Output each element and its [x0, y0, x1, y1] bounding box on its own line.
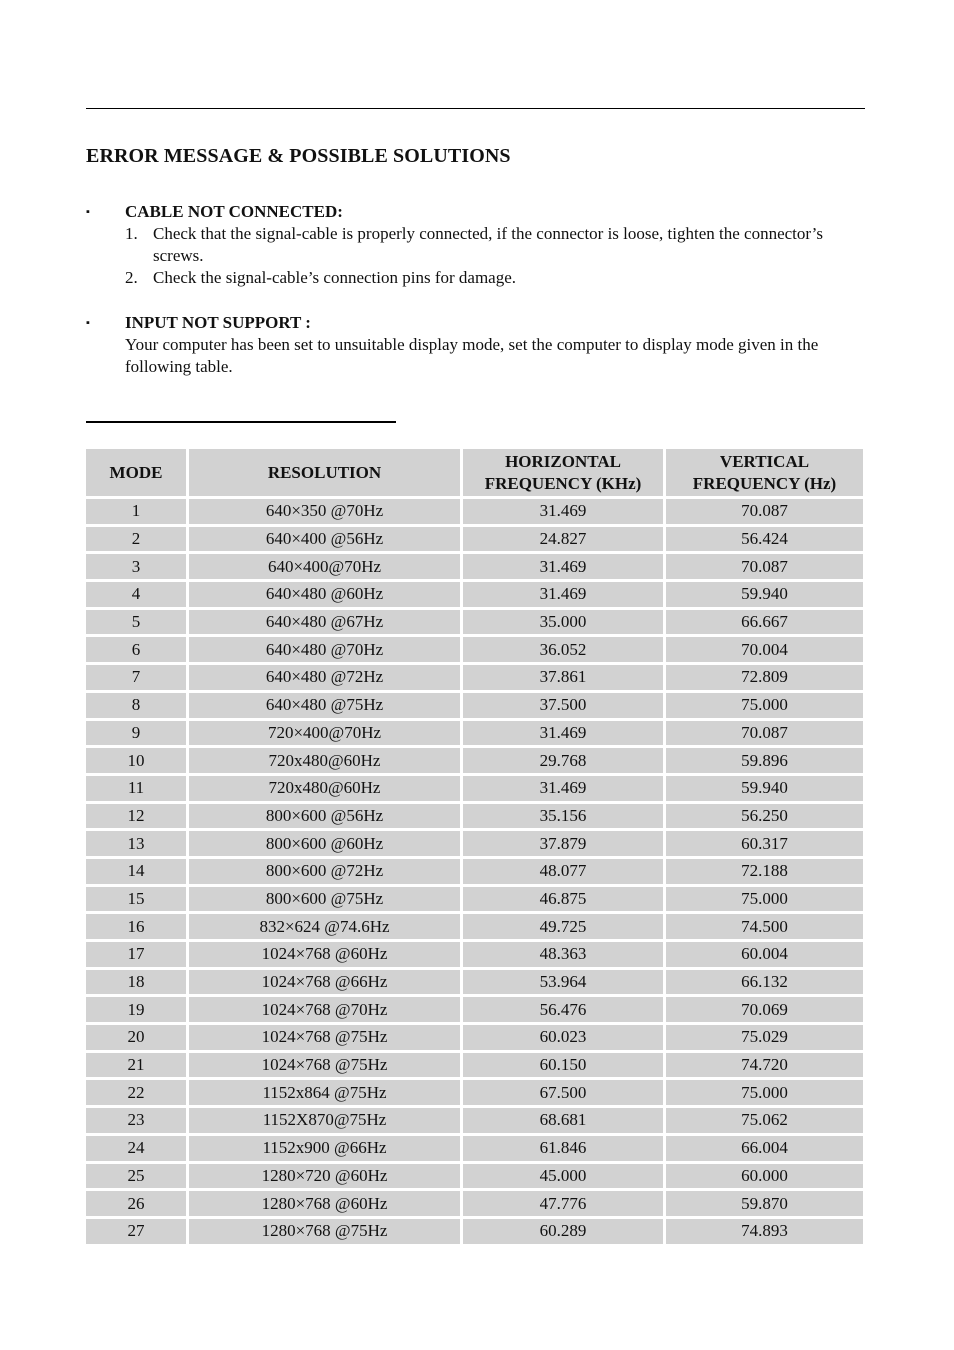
cell-horizontal-frequency: 31.469 — [463, 721, 663, 746]
cell-resolution: 800×600 @75Hz — [189, 887, 460, 912]
cable-title: CABLE NOT CONNECTED: — [125, 202, 343, 221]
cell-mode: 13 — [86, 831, 186, 856]
input-section — [86, 312, 876, 382]
cell-vertical-frequency: 60.004 — [666, 942, 863, 967]
display-modes-table — [83, 446, 866, 1247]
table-row — [86, 665, 863, 690]
cell-resolution: 1280×768 @75Hz — [189, 1219, 460, 1244]
cell-vertical-frequency: 70.087 — [666, 554, 863, 579]
cell-mode: 12 — [86, 804, 186, 829]
cell-vertical-frequency: 59.940 — [666, 582, 863, 607]
cell-vertical-frequency: 75.000 — [666, 693, 863, 718]
cell-vertical-frequency: 66.004 — [666, 1136, 863, 1161]
cell-resolution: 640×400@70Hz — [189, 554, 460, 579]
table-row — [86, 637, 863, 662]
cell-vertical-frequency: 59.940 — [666, 776, 863, 801]
step-number: 1. — [125, 224, 138, 243]
cell-resolution: 720×400@70Hz — [189, 721, 460, 746]
table-row — [86, 1136, 863, 1161]
table-row — [86, 693, 863, 718]
cable-steps — [125, 223, 865, 289]
cell-horizontal-frequency: 49.725 — [463, 914, 663, 939]
cell-resolution: 1024×768 @70Hz — [189, 997, 460, 1022]
cell-mode: 22 — [86, 1080, 186, 1105]
cell-mode: 8 — [86, 693, 186, 718]
cell-resolution: 720x480@60Hz — [189, 748, 460, 773]
table-row — [86, 721, 863, 746]
cell-mode: 7 — [86, 665, 186, 690]
cell-mode: 3 — [86, 554, 186, 579]
table-row — [86, 1191, 863, 1216]
cable-section — [86, 201, 876, 293]
cell-horizontal-frequency: 37.500 — [463, 693, 663, 718]
cell-mode: 27 — [86, 1219, 186, 1244]
top-divider — [86, 108, 865, 109]
cell-horizontal-frequency: 31.469 — [463, 776, 663, 801]
cell-mode: 4 — [86, 582, 186, 607]
table-row — [86, 1053, 863, 1078]
cell-horizontal-frequency: 31.469 — [463, 499, 663, 524]
cell-vertical-frequency: 60.000 — [666, 1164, 863, 1189]
cell-mode: 20 — [86, 1025, 186, 1050]
cell-mode: 2 — [86, 527, 186, 552]
cell-vertical-frequency: 75.029 — [666, 1025, 863, 1050]
bullet-icon: ▪ — [86, 317, 90, 329]
cell-resolution: 800×600 @72Hz — [189, 859, 460, 884]
cell-mode: 11 — [86, 776, 186, 801]
cell-vertical-frequency: 59.896 — [666, 748, 863, 773]
table-row — [86, 776, 863, 801]
cell-resolution: 800×600 @60Hz — [189, 831, 460, 856]
cell-vertical-frequency: 75.000 — [666, 1080, 863, 1105]
cell-mode: 24 — [86, 1136, 186, 1161]
cell-mode: 5 — [86, 610, 186, 635]
cell-horizontal-frequency: 47.776 — [463, 1191, 663, 1216]
cell-horizontal-frequency: 37.879 — [463, 831, 663, 856]
cell-mode: 26 — [86, 1191, 186, 1216]
cell-mode: 16 — [86, 914, 186, 939]
cell-resolution: 640×480 @60Hz — [189, 582, 460, 607]
cell-resolution: 1024×768 @75Hz — [189, 1053, 460, 1078]
cell-horizontal-frequency: 31.469 — [463, 582, 663, 607]
table-header-row — [86, 449, 863, 496]
bullet-icon: ▪ — [86, 206, 90, 218]
cell-vertical-frequency: 72.809 — [666, 665, 863, 690]
cell-resolution: 1024×768 @75Hz — [189, 1025, 460, 1050]
cell-vertical-frequency: 74.893 — [666, 1219, 863, 1244]
cell-resolution: 640×480 @72Hz — [189, 665, 460, 690]
table-row — [86, 554, 863, 579]
cell-resolution: 720x480@60Hz — [189, 776, 460, 801]
table-row — [86, 997, 863, 1022]
cell-mode: 21 — [86, 1053, 186, 1078]
table-row — [86, 1108, 863, 1133]
cell-vertical-frequency: 66.132 — [666, 970, 863, 995]
cell-resolution: 640×480 @75Hz — [189, 693, 460, 718]
cell-resolution: 640×400 @56Hz — [189, 527, 460, 552]
cell-mode: 6 — [86, 637, 186, 662]
cell-horizontal-frequency: 60.023 — [463, 1025, 663, 1050]
cell-horizontal-frequency: 60.289 — [463, 1219, 663, 1244]
cell-horizontal-frequency: 48.077 — [463, 859, 663, 884]
cell-resolution: 1280×768 @60Hz — [189, 1191, 460, 1216]
cell-vertical-frequency: 66.667 — [666, 610, 863, 635]
cell-mode: 14 — [86, 859, 186, 884]
cell-resolution: 640×480 @67Hz — [189, 610, 460, 635]
cell-horizontal-frequency: 48.363 — [463, 942, 663, 967]
input-title: INPUT NOT SUPPORT : — [125, 313, 311, 332]
table-title-rule — [86, 421, 396, 423]
cell-horizontal-frequency: 24.827 — [463, 527, 663, 552]
table-row — [86, 970, 863, 995]
cell-vertical-frequency: 70.069 — [666, 997, 863, 1022]
table-row — [86, 887, 863, 912]
cell-vertical-frequency: 59.870 — [666, 1191, 863, 1216]
cell-mode: 25 — [86, 1164, 186, 1189]
cell-mode: 9 — [86, 721, 186, 746]
cell-resolution: 640×350 @70Hz — [189, 499, 460, 524]
table-row — [86, 1080, 863, 1105]
step-item — [125, 267, 865, 289]
table-row — [86, 859, 863, 884]
cell-vertical-frequency: 70.004 — [666, 637, 863, 662]
cell-horizontal-frequency: 56.476 — [463, 997, 663, 1022]
table-row — [86, 527, 863, 552]
cell-mode: 19 — [86, 997, 186, 1022]
table-row — [86, 748, 863, 773]
cell-mode: 18 — [86, 970, 186, 995]
cell-resolution: 1152x900 @66Hz — [189, 1136, 460, 1161]
cell-vertical-frequency: 74.500 — [666, 914, 863, 939]
cell-horizontal-frequency: 37.861 — [463, 665, 663, 690]
cell-vertical-frequency: 75.000 — [666, 887, 863, 912]
cell-mode: 17 — [86, 942, 186, 967]
cell-horizontal-frequency: 31.469 — [463, 554, 663, 579]
cell-resolution: 800×600 @56Hz — [189, 804, 460, 829]
cell-horizontal-frequency: 36.052 — [463, 637, 663, 662]
input-description: Your computer has been set to unsuitable display mode, set the computer to display mode given in the following table. — [125, 335, 819, 376]
cell-mode: 15 — [86, 887, 186, 912]
cell-horizontal-frequency: 60.150 — [463, 1053, 663, 1078]
cell-resolution: 640×480 @70Hz — [189, 637, 460, 662]
cell-mode: 10 — [86, 748, 186, 773]
table-row — [86, 582, 863, 607]
table-row — [86, 1219, 863, 1244]
step-number: 2. — [125, 268, 138, 287]
cell-resolution: 1024×768 @60Hz — [189, 942, 460, 967]
cell-horizontal-frequency: 68.681 — [463, 1108, 663, 1133]
cell-resolution: 1152X870@75Hz — [189, 1108, 460, 1133]
header-vertical-frequency: VERTICAL FREQUENCY (Hz) — [666, 449, 863, 496]
cell-vertical-frequency: 56.250 — [666, 804, 863, 829]
table-row — [86, 831, 863, 856]
table-row — [86, 804, 863, 829]
cell-vertical-frequency: 60.317 — [666, 831, 863, 856]
cell-horizontal-frequency: 35.000 — [463, 610, 663, 635]
cell-mode: 23 — [86, 1108, 186, 1133]
table-row — [86, 914, 863, 939]
table-row — [86, 942, 863, 967]
table-row — [86, 1025, 863, 1050]
table-body — [86, 499, 863, 1244]
cell-horizontal-frequency: 61.846 — [463, 1136, 663, 1161]
step-text: Check the signal-cable’s connection pins for damage. — [153, 268, 517, 287]
cell-horizontal-frequency: 29.768 — [463, 748, 663, 773]
cell-vertical-frequency: 75.062 — [666, 1108, 863, 1133]
cell-resolution: 1152x864 @75Hz — [189, 1080, 460, 1105]
step-item — [125, 223, 865, 267]
table-row — [86, 610, 863, 635]
cell-resolution: 1280×720 @60Hz — [189, 1164, 460, 1189]
cell-horizontal-frequency: 35.156 — [463, 804, 663, 829]
cell-vertical-frequency: 72.188 — [666, 859, 863, 884]
header-mode: MODE — [86, 449, 186, 496]
cell-vertical-frequency: 56.424 — [666, 527, 863, 552]
table-row — [86, 1164, 863, 1189]
cell-vertical-frequency: 70.087 — [666, 721, 863, 746]
table-row — [86, 499, 863, 524]
header-resolution: RESOLUTION — [189, 449, 460, 496]
cell-resolution: 832×624 @74.6Hz — [189, 914, 460, 939]
cell-mode: 1 — [86, 499, 186, 524]
cell-horizontal-frequency: 45.000 — [463, 1164, 663, 1189]
cell-horizontal-frequency: 67.500 — [463, 1080, 663, 1105]
cell-vertical-frequency: 70.087 — [666, 499, 863, 524]
header-horizontal-frequency: HORIZONTAL FREQUENCY (KHz) — [463, 449, 663, 496]
cell-horizontal-frequency: 53.964 — [463, 970, 663, 995]
cell-horizontal-frequency: 46.875 — [463, 887, 663, 912]
page-heading: ERROR MESSAGE & POSSIBLE SOLUTIONS — [86, 145, 511, 167]
cell-resolution: 1024×768 @66Hz — [189, 970, 460, 995]
step-text: Check that the signal-cable is properly connected, if the connector is loose, tighten the connector’s screws. — [153, 224, 824, 265]
cell-vertical-frequency: 74.720 — [666, 1053, 863, 1078]
